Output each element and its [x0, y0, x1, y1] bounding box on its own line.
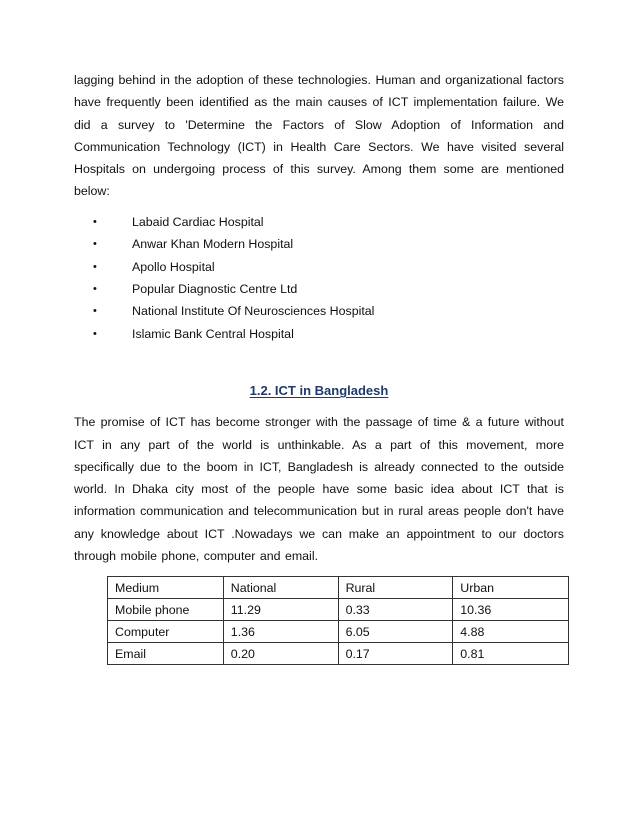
ict-usage-table — [107, 576, 569, 665]
hospital-name: Labaid Cardiac Hospital — [132, 214, 264, 229]
table-cell: 0.81 — [453, 643, 569, 665]
table-cell: Email — [108, 643, 224, 665]
table-cell: 0.20 — [223, 643, 338, 665]
list-item — [93, 300, 564, 322]
table-row — [108, 621, 569, 643]
table-cell: 0.33 — [338, 599, 453, 621]
table-row — [108, 643, 569, 665]
table-cell: 10.36 — [453, 599, 569, 621]
hospital-list — [74, 211, 564, 345]
table-cell: Mobile phone — [108, 599, 224, 621]
table-header-cell: National — [223, 577, 338, 599]
section-paragraph: The promise of ICT has become stronger with the passage of time & a future without ICT in any part of the world is unthinkable. As a part of this movement, more specifically due to the boom in ICT, Bangladesh is already connected to the outside world. In Dhaka city most of the people have some basic idea about ICT that is information communication and telecommunication but in rural areas people don't have any knowledge about ICT .Nowadays we can make an appointment to our doctors through mobile phone, computer and email. — [74, 415, 564, 563]
document-page — [74, 69, 564, 665]
table-cell: 1.36 — [223, 621, 338, 643]
hospital-name: Apollo Hospital — [132, 259, 215, 274]
table-cell: 0.17 — [338, 643, 453, 665]
bullet-icon: • — [93, 305, 97, 318]
hospital-name: Islamic Bank Central Hospital — [132, 326, 294, 341]
hospital-name: Anwar Khan Modern Hospital — [132, 237, 294, 252]
list-item — [93, 211, 564, 233]
bullet-icon: • — [93, 215, 97, 228]
hospital-name: National Institute Of Neurosciences Hospital — [132, 304, 375, 319]
table-cell: 4.88 — [453, 621, 569, 643]
list-item — [93, 323, 564, 345]
table-cell: 11.29 — [223, 599, 338, 621]
intro-paragraph: lagging behind in the adoption of these technologies. Human and organizational factors have frequently been identified as the main causes of ICT implementation failure. We did a survey to 'Determine the Factors of Slow Adoption of Information and Communication Technology (ICT) in Health Care Sectors. We have visited several Hospitals on undergoing process of this survey. Among them some are mentioned below: — [74, 73, 564, 199]
list-item — [93, 278, 564, 300]
table-header-cell: Rural — [338, 577, 453, 599]
table-cell: Computer — [108, 621, 224, 643]
table-header-row — [108, 577, 569, 599]
table-header-cell: Urban — [453, 577, 569, 599]
bullet-icon: • — [93, 327, 97, 340]
list-item — [93, 256, 564, 278]
section-heading: 1.2. ICT in Bangladesh — [249, 383, 389, 399]
table-row — [108, 599, 569, 621]
bullet-icon: • — [93, 283, 97, 295]
bullet-icon: • — [93, 260, 97, 273]
hospital-name: Popular Diagnostic Centre Ltd — [132, 282, 298, 296]
list-item — [93, 233, 564, 255]
table-cell: 6.05 — [338, 621, 453, 643]
bullet-icon: • — [93, 238, 97, 251]
table-header-cell: Medium — [108, 577, 224, 599]
